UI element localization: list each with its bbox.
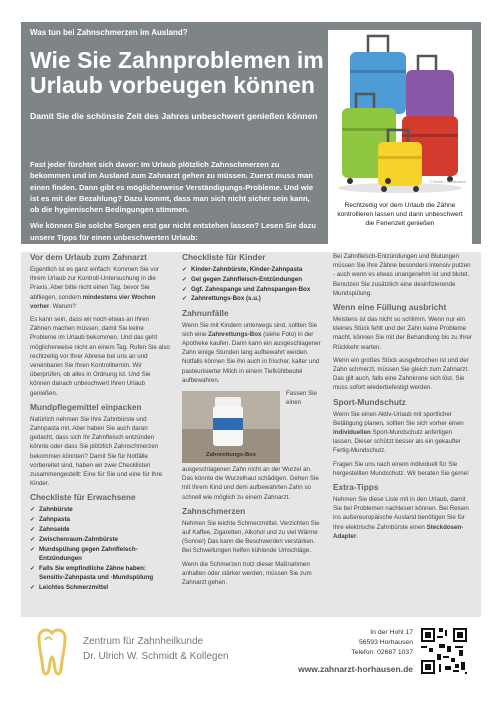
photo-credit: © fotolia – Shutterstock xyxy=(429,180,466,184)
text-run: Wenn Sie mit Kindern unterwegs sind, sollten Sie sich eine xyxy=(182,321,318,338)
checklist-item: ✓ Gel gegen Zahnfleisch-Entzündungen xyxy=(182,275,322,284)
figure-label: Zahnrettungs-Box xyxy=(206,451,256,458)
paragraph: Fragen Sie uns nach einem individuell für Sie hergestellten Mundschutz. Wir beraten Sie gerne! xyxy=(333,460,469,477)
highlight-text: individuellen xyxy=(333,429,371,437)
paragraph: Nehmen Sie leichte Schmerzmittel. Verzichten Sie auf Kaffee, Zigaretten, Alkohol und zu viel Wärme (Sonne!) Das kann die Beschwerden verstärken. Bei Schwellungen helfen kühlende Umschläge. xyxy=(182,519,320,555)
checklist-item: ✓ Falls Sie empfindliche Zähne haben: Sensitiv-Zahnpasta und -Mundspülung xyxy=(30,564,170,582)
section-heading: Extra-Tipps xyxy=(333,482,379,493)
page-title: Wie Sie Zahnproblemen im Urlaub vorbeugen können xyxy=(30,47,324,98)
checklist-item: ✓ Zahnbürste xyxy=(30,505,170,514)
clinic-name: Zentrum für Zahnheilkunde xyxy=(83,636,204,647)
paragraph: Bei Zahnfleisch-Entzündungen und Blutungen müssen Sie Ihre Zähne besonders intensiv putzen - auch wenn es etwas unangenehm ist und blutet. Benutzen Sie zusätzlich eine desinfizierende Mundspülung. xyxy=(333,253,471,297)
section-heading: Wenn eine Füllung ausbricht xyxy=(333,302,447,313)
hero-kicker: Was tun bei Zahnschmerzen im Ausland? xyxy=(30,28,188,37)
paragraph xyxy=(30,265,170,311)
address-street: In der Hohl 17 xyxy=(370,629,413,636)
paragraph xyxy=(333,495,473,541)
checklist-item: ✓ Ggf. Zahnspange und Zahnspangen-Box xyxy=(182,285,322,294)
checklist-item: ✓ Zahnpasta xyxy=(30,515,170,524)
address-block xyxy=(321,628,413,658)
address-city: 56593 Horhausen xyxy=(358,639,413,646)
qr-code-icon[interactable] xyxy=(419,626,469,676)
checklist-children xyxy=(182,265,322,304)
hero-intro xyxy=(30,159,320,248)
clinic-doctor: Dr. Ulrich W. Schmidt & Kollegen xyxy=(83,651,229,662)
suitcases-photo xyxy=(328,30,472,196)
paragraph xyxy=(333,410,473,456)
tooth-logo-icon xyxy=(31,626,73,678)
checklist-item: ✓ Zwischenraum-Zahnbürste xyxy=(30,535,170,544)
address-phone: Telefon: 02687 1037 xyxy=(351,649,413,656)
text-run: Nehmen Sie diese Liste mit in den Urlaub, damit Sie bei Problemen nachlesen können. Bei Reisen ins außereuropäische Ausland benötigen Sie für Ihre elektrische Zahnbürste einen xyxy=(333,496,469,531)
intro-paragraph: Fast jeder fürchtet sich davor: Im Urlaub plötzlich Zahnschmerzen zu bekommen und im Ausland zum Zahnarzt gehen zu müssen. Zuerst muss man einen finden. Dann gibt es möglicherweise Verständigungs-Probleme. Und wie ist es mit der Bezahlung? Dazu kommt, dass man sich nicht sicher sein kann, ob die hygienischen Bedingungen stimmen. xyxy=(30,160,314,215)
checklist-item: ✓ Mundspülung gegen Zahnfleisch-Entzündungen xyxy=(30,545,170,563)
highlight-text: Zahnrettungs-Box xyxy=(208,330,262,338)
paragraph: Fassen Sie einen ausgeschlagenen Zahn nicht an der Wurzel an. Das könnte die Wurzelhaut schädigen. Gehen Sie mit Ihrem Kind und dem aufbewahrten Zahn so schnell wie möglich zu einem Zahnarzt. xyxy=(182,390,319,501)
section-heading: Checkliste für Kinder xyxy=(182,252,266,262)
text-run: (siehe Foto) in der Apotheke kaufen. Darin kann ein ausgeschlagener Zahn einige Stunden lang aufbewahrt werden. Notfalls können Sie ihn auch in frischer, kalter und pasteurisierter Milch in einem Tiefkühlbeutel aufbewahren. xyxy=(182,330,321,384)
highlight-text: Steckdosen-Adapter xyxy=(333,523,464,540)
text-run: . xyxy=(356,532,359,540)
intro-paragraph: Wie können Sie solche Sorgen erst gar nicht entstehen lassen? Lesen Sie dazu unsere Tipps für einen unbeschwerten Urlaub: xyxy=(30,221,317,242)
section-heading: Zahnunfälle xyxy=(182,307,229,318)
paragraph: Wenn die Schmerzen trotz dieser Maßnahmen anhalten oder stärker werden, müssen Sie zum Zahnarzt gehen. xyxy=(182,560,312,587)
section-heading: Checkliste für Erwachsene xyxy=(30,492,136,503)
checklist-item: ✓ Kinder-Zahnbürste, Kinder-Zahnpasta xyxy=(182,265,322,274)
highlight-text: mindestens vier Wochen vorher xyxy=(30,293,156,310)
paragraph: Natürlich nehmen Sie Ihre Zahnbürste und Zahnpasta mit. Aber haben Sie auch daran gedacht, dass sich Ihr Zahnfleisch entzünden könnte oder dass Sie plötzlich Zahnschmerzen bekommen könnten? Damit Sie für Notfälle vorbereitet sind, haben wir zwei Checklisten zusammengestellt: Eine für Sie und eine für Ihre Kinder. xyxy=(30,415,163,488)
checklist-adults xyxy=(30,505,170,591)
text-run: Eigentlich ist es ganz einfach: Kommen Sie vor Ihrem Urlaub zur Kontroll-Untersuchung in die Praxis. Aber bitte nicht einen Tag, bevor Sie abfliegen, sondern xyxy=(30,266,159,301)
column-left xyxy=(30,252,170,596)
paragraph: Meistens ist das nicht so schlimm. Wenn nur ein kleines Stück fehlt und der Zahn keine Probleme macht, können Sie mit der Behandlung bis zu Ihrer Rückkehr warten. xyxy=(333,316,472,351)
column-middle xyxy=(182,252,322,591)
column-right xyxy=(333,252,473,545)
rescue-box-figure xyxy=(182,391,280,463)
text-run: Sport-Mundschutz anfertigen lassen. Dieser schützt besser als ein gekaufter Fertig-Mundschutz. xyxy=(333,429,461,455)
content-area xyxy=(21,252,481,617)
text-run: Wenn Sie einen Aktiv-Urlaub mit sportlicher Betätigung planen, sollten Sie sich vorher einen xyxy=(333,410,464,427)
text-run: . Warum? xyxy=(49,302,76,310)
checklist-item: ✓ Zahnseide xyxy=(30,525,170,534)
paragraph xyxy=(182,321,322,385)
section-heading: Mundpflegemittel einpacken xyxy=(30,401,142,412)
paragraph: Wenn ein großes Stück ausgebrochen ist und der Zahn schmerzt, müssen Sie gleich zum Zahnarzt. Das gilt auch, falls eine Zahnkrone sich löst. Sie muss sofort wiederbefestigt werden. xyxy=(333,356,469,392)
photo-caption: Rechtzeitig vor dem Urlaub die Zähne kontrollieren lassen und dann unbeschwert die Ferienzeit genießen xyxy=(337,202,463,227)
checklist-item: ✓ Zahnrettungs-Box (s.u.) xyxy=(182,294,322,303)
section-heading: Sport-Mundschutz xyxy=(333,396,406,407)
section-heading: Zahnschmerzen xyxy=(182,505,246,516)
photo-box xyxy=(328,30,472,244)
section-heading: Vor dem Urlaub zum Zahnarzt xyxy=(30,252,147,262)
hero-subtitle: Damit Sie die schönste Zeit des Jahres unbeschwert genießen können xyxy=(30,111,318,121)
paragraph: Es kann sein, dass wir noch etwas an Ihren Zähnen machen müssen, damit Sie keine Probleme im Urlaub bekommen. Und das geht möglicherweise nicht an einem Tag. Rufen Sie also rechtzeitig vor Ihrer Abreise bei uns an und vereinbaren Sie Ihren Kontrolltermin. Wir überprüfen, ob alles in Ordnung ist. Und Sie können danach unbeschwert Ihren Urlaub genießen. xyxy=(30,316,170,397)
website-link[interactable]: www.zahnarzt-horhausen.de xyxy=(298,664,413,674)
checklist-item: ✓ Leichtes Schmerzmittel xyxy=(30,583,170,592)
footer xyxy=(21,620,481,686)
